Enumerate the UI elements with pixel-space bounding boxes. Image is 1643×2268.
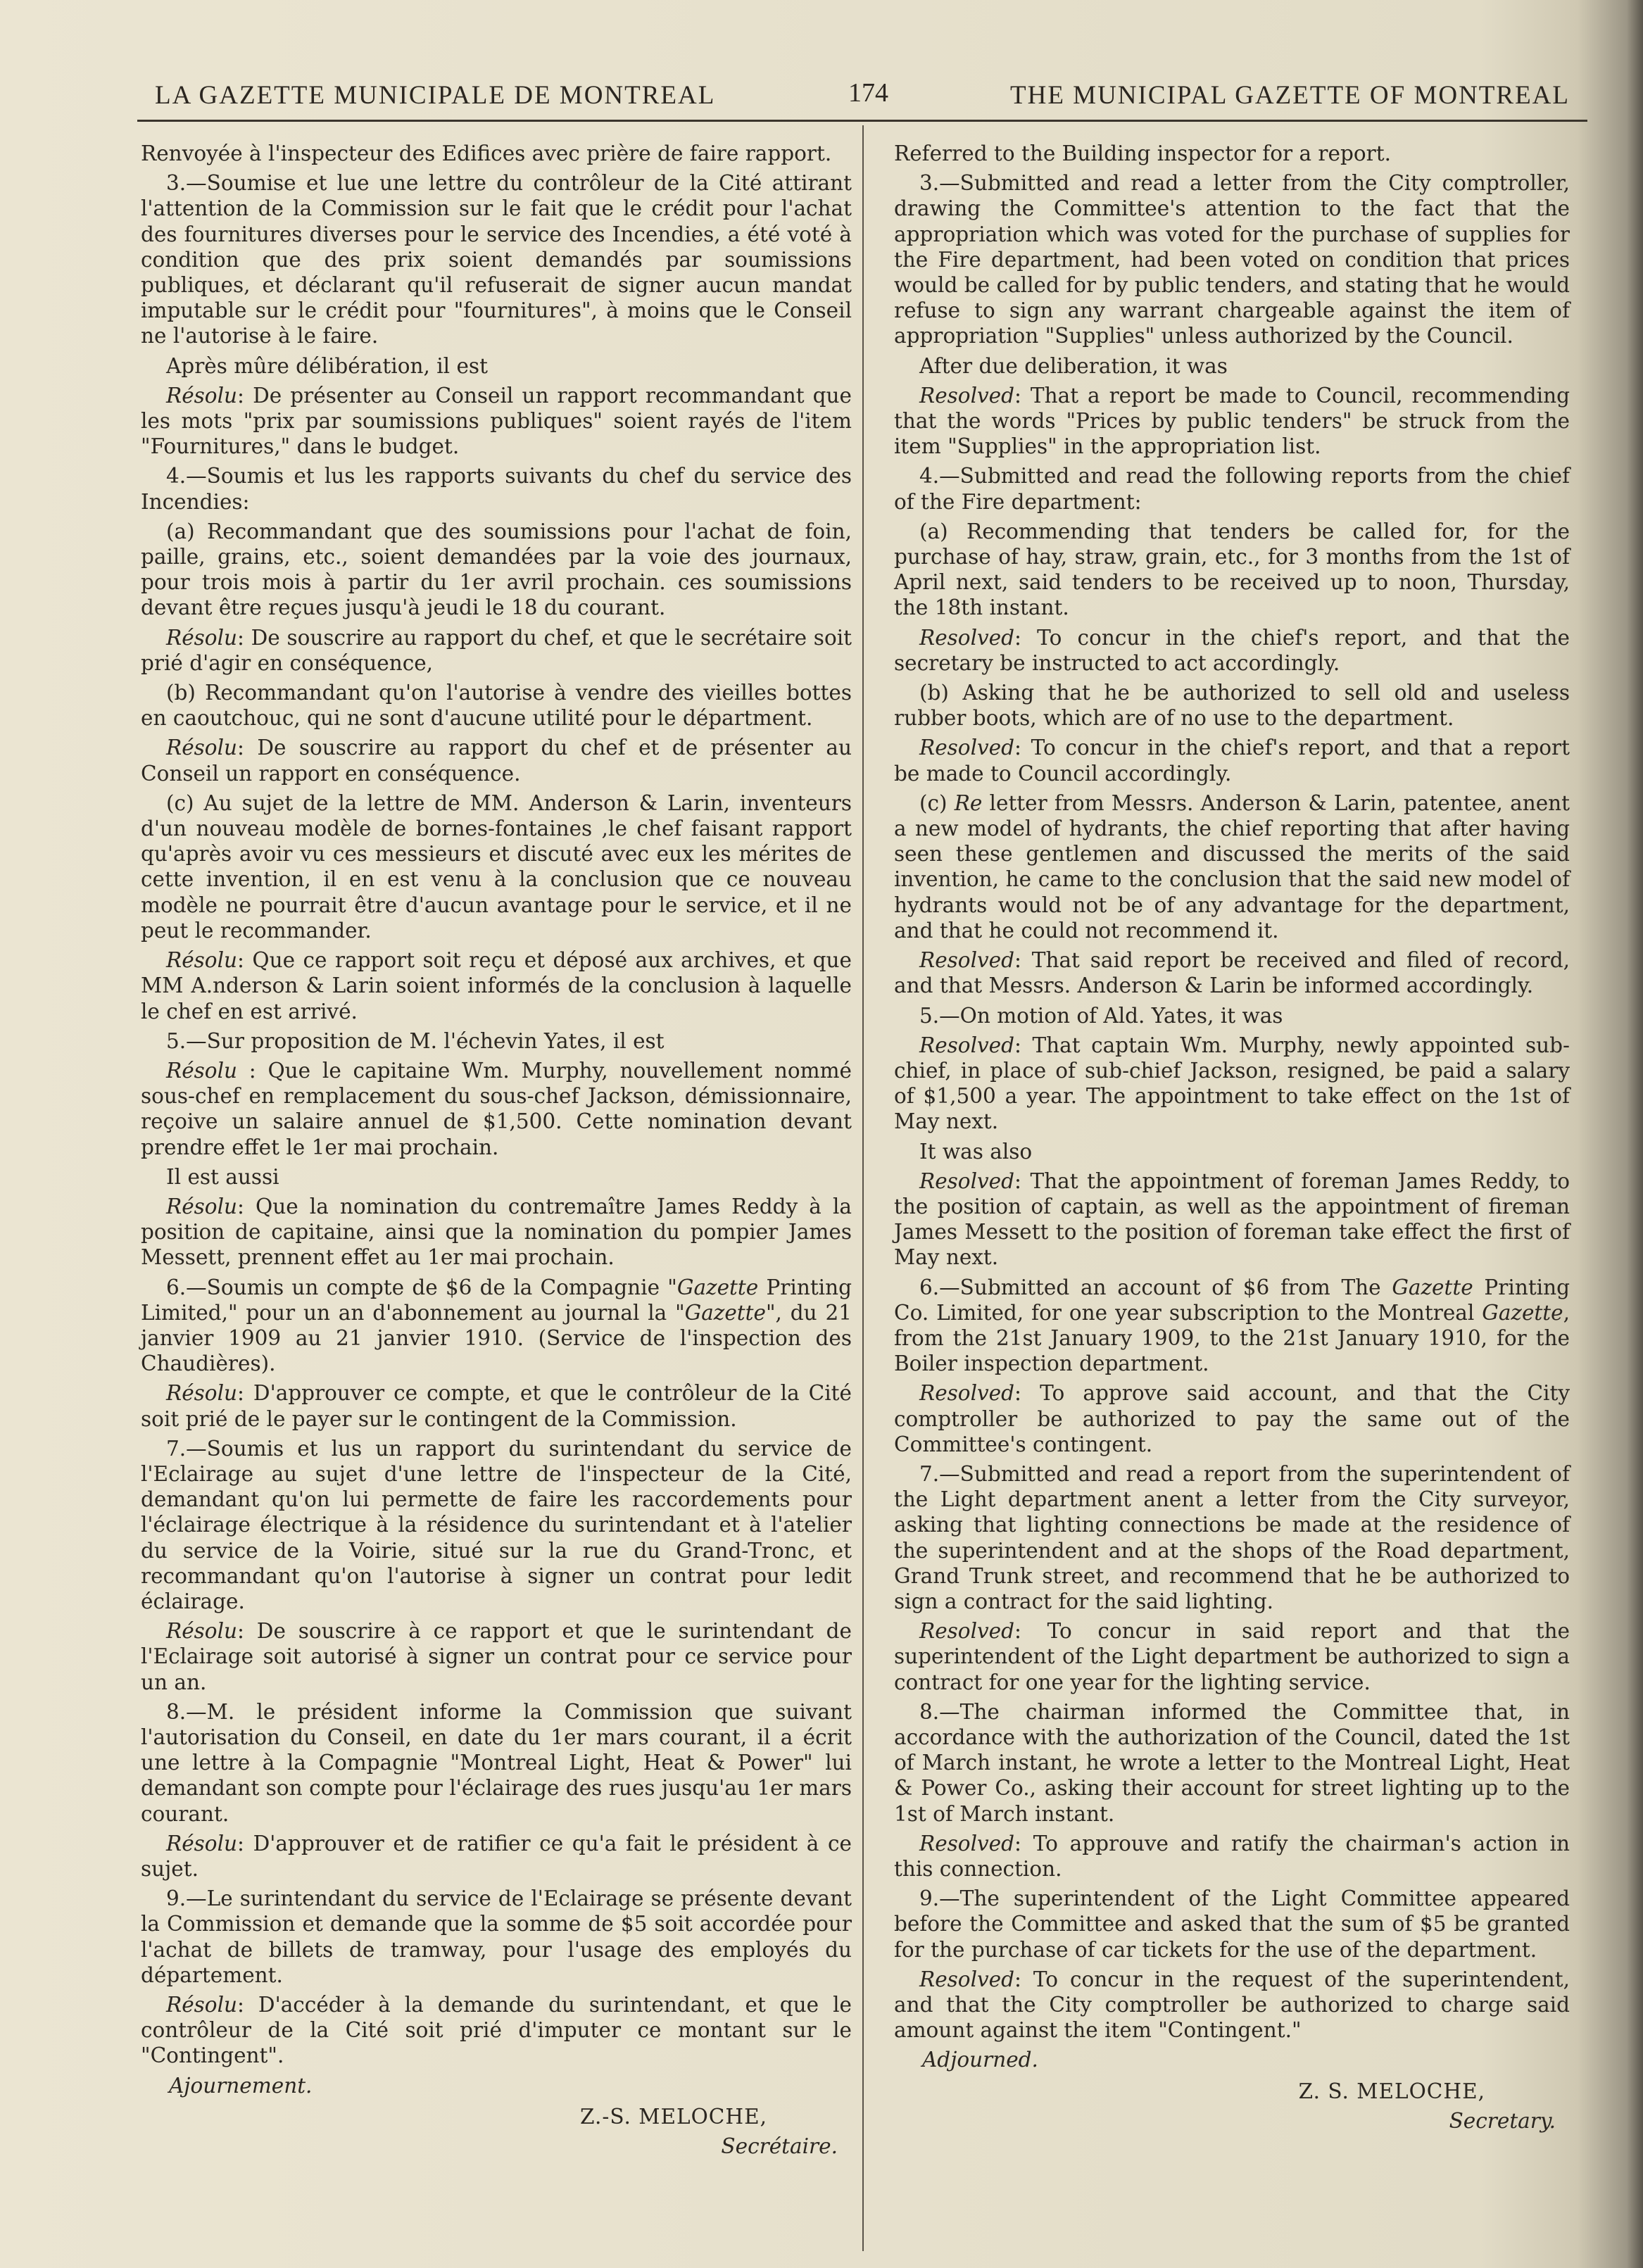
en-paragraph: Resolved: That said report be received and filed of record, and that Messrs. Anderson & Larin be informed accordingly. [894, 948, 1570, 998]
fr-paragraph: (b) Recommandant qu'on l'autorise à vendre des vieilles bottes en caoutchouc, qui ne sont d'aucune utilité pour le départment. [141, 681, 852, 731]
en-paragraph: After due deliberation, it was [919, 353, 1228, 378]
en-paragraph: Resolved: To concur in said report and that the superintendent of the Light department be authorized to sign a contract for one year for the lighting service. [894, 1619, 1570, 1694]
header-rule [137, 120, 1587, 122]
en-paragraph: 3.—Submitted and read a letter from the City comptroller, drawing the Committee's attention to the fact that the appropriation which was voted for the purchase of supplies for the Fire department, had been voted on condition that prices would be called for by public tenders, and stating that he would refuse to sign any warrant chargeable against the item of appropriation "Supplies" unless authorized by the Council. [894, 171, 1570, 348]
fr-paragraph: Résolu : Que le capitaine Wm. Murphy, nouvellement nommé sous-chef en remplacement du sous-chef Jackson, démissionnaire, reçoive un salaire annuel de $1,500. Cette nomination devant prendre effet le 1er mai prochain. [141, 1058, 852, 1159]
fr-signature-block [141, 2073, 852, 2160]
en-paragraph: Resolved: To approve said account, and that the City comptroller be authorized to pay the same out of the Committee's contingent. [894, 1381, 1570, 1456]
en-paragraph: Resolved: To concur in the chief's report, and that the secretary be instructed to act accordingly. [894, 625, 1570, 675]
fr-adjournment: Ajournement. [169, 2073, 313, 2098]
fr-paragraph: Résolu: Que la nomination du contremaître James Reddy à la position de capitaine, ainsi que la nomination du pompier James Messett, prennent effet au 1er mai prochain. [141, 1194, 852, 1270]
en-paragraph: Resolved: That captain Wm. Murphy, newly appointed sub-chief, in place of sub-chief Jackson, resigned, be paid a salary of $1,500 a year. The appointment to take effect on the 1st of May next. [894, 1033, 1570, 1134]
fr-paragraph: Résolu: D'approuver ce compte, et que le contrôleur de la Cité soit prié de le payer sur le contingent de la Commission. [141, 1381, 852, 1431]
en-paragraph: 6.—Submitted an account of $6 from The Gazette Printing Co. Limited, for one year subscription to the Montreal Gazette, from the 21st January 1909, to the 21st January 1910, for the Boiler inspection department. [894, 1275, 1570, 1376]
fr-signature-title: Secrétaire. [721, 2134, 838, 2159]
en-signature-title: Secretary. [1449, 2108, 1556, 2133]
fr-paragraph: Il est aussi [166, 1164, 279, 1189]
en-paragraph: Resolved: To concur in the chief's report, and that a report be made to Council accordingly. [894, 736, 1570, 786]
en-paragraph: Resolved: That the appointment of foreman James Reddy, to the position of captain, as well as the appointment of fireman James Messett to the position of foreman take effect the first of May next. [894, 1168, 1570, 1270]
en-paragraph: 9.—The superintendent of the Light Committee appeared before the Committee and asked that the sum of $5 be granted for the purchase of car tickets for the use of the department. [894, 1886, 1570, 1962]
fr-paragraph: 3.—Soumise et lue une lettre du contrôleur de la Cité attirant l'attention de la Commission sur le fait que le crédit pour l'achat des fournitures diverses pour le service des Incendies, a été voté à condition que des prix soient demandés par soumissions publiques, et déclarant qu'il refuserait de signer aucun mandat imputable sur le crédit pour "fournitures", à moins que le Conseil ne l'autorise à le faire. [141, 171, 852, 348]
fr-paragraph: 6.—Soumis un compte de $6 de la Compagnie "Gazette Printing Limited," pour un an d'abonnement au journal la "Gazette", du 21 janvier 1909 au 21 janvier 1910. (Service de l'inspection des Chaudières). [141, 1275, 852, 1376]
en-paragraph: Resolved: To concur in the request of the superintendent, and that the City comptroller be authorized to charge said amount against the item "Contingent." [894, 1967, 1570, 2043]
fr-paragraph: Résolu: De présenter au Conseil un rapport recommandant que les mots "prix par soumissions publiques" soient rayés de l'item "Fournitures," dans le budget. [141, 383, 852, 459]
en-paragraph: Resolved: To approuve and ratify the chairman's action in this connection. [894, 1831, 1570, 1881]
en-paragraph: 5.—On motion of Ald. Yates, it was [919, 1003, 1283, 1028]
en-signature-name: Z. S. MELOCHE, [1298, 2079, 1485, 2103]
column-divider [862, 125, 864, 2251]
fr-paragraph: Renvoyée à l'inspecteur des Edifices avec prière de faire rapport. [141, 141, 832, 165]
en-paragraph: (b) Asking that he be authorized to sell old and useless rubber boots, which are of no use to the department. [894, 681, 1570, 731]
en-paragraph: 8.—The chairman informed the Committee that, in accordance with the authorization of the Council, dated the 1st of March instant, he wrote a letter to the Montreal Light, Heat & Power Co., asking their account for street lighting up to the 1st of March instant. [894, 1699, 1570, 1826]
fr-paragraph: 7.—Soumis et lus un rapport du surintendant du service de l'Eclairage au sujet d'une lettre de l'inspecteur de la Cité, demandant qu'on lui permette de faire les raccordements pour l'éclairage électrique à la résidence du surintendant et à l'atelier du service de la Voirie, situé sur la rue du Grand-Tronc, et recommandant qu'on l'autorise à signer un contrat pour ledit éclairage. [141, 1436, 852, 1613]
fr-signature-name: Z.-S. MELOCHE, [580, 2104, 767, 2129]
french-column [141, 141, 852, 2159]
fr-paragraph: 8.—M. le président informe la Commission que suivant l'autorisation du Conseil, en date du 1er mars courant, il a écrit une lettre à la Compagnie "Montreal Light, Heat & Power" lui demandant son compte pour l'éclairage des rues jusqu'au 1er mars courant. [141, 1699, 852, 1826]
en-paragraph: 7.—Submitted and read a report from the superintendent of the Light department anent a letter from the City surveyor, asking that lighting connections be made at the residence of the superintendent and at the shops of the Road department, Grand Trunk street, and recommend that he be authorized to sign a contract for the said lighting. [894, 1461, 1570, 1613]
en-signature-block [894, 2047, 1570, 2134]
fr-paragraph: Après mûre délibération, il est [166, 353, 488, 378]
header-english-title: THE MUNICIPAL GAZETTE OF MONTREAL [1010, 81, 1570, 110]
fr-paragraph: Résolu: Que ce rapport soit reçu et déposé aux archives, et que MM A.nderson & Larin soient informés de la conclusion à laquelle le chef en est arrivé. [141, 948, 852, 1023]
fr-paragraph: Résolu: D'approuver et de ratifier ce qu'a fait le président à ce sujet. [141, 1831, 852, 1881]
fr-paragraph: Résolu: De souscrire au rapport du chef et de présenter au Conseil un rapport en conséquence. [141, 736, 852, 786]
header-french-title: LA GAZETTE MUNICIPALE DE MONTREAL [155, 81, 716, 110]
en-adjournment: Adjourned. [922, 2048, 1038, 2072]
page-header [155, 70, 1570, 120]
fr-paragraph: (a) Recommandant que des soumissions pour l'achat de foin, paille, grains, etc., soient demandées par la voie des journaux, pour trois mois à partir du 1er avril prochain. ces soumissions devant être reçues jusqu'à jeudi le 18 du courant. [141, 519, 852, 620]
en-paragraph: (c) Re letter from Messrs. Anderson & Larin, patentee, anent a new model of hydrants, the chief reporting that after having seen these gentlemen and discussed the merits of the said invention, he came to the conclusion that the said new model of hydrants would not be of any advantage for the department, and that he could not recommend it. [894, 790, 1570, 943]
fr-paragraph: (c) Au sujet de la lettre de MM. Anderson & Larin, inventeurs d'un nouveau modèle de bornes-fontaines ,le chef faisant rapport qu'après avoir vu ces messieurs et discuté avec eux les mérites de cette invention, il en est venu à la conclusion que ce nouveau modèle ne pourrait être d'aucun avantage pour le service, et il ne peut le recommander. [141, 790, 852, 943]
fr-paragraph: Résolu: De souscrire à ce rapport et que le surintendant de l'Eclairage soit autorisé à signer un contrat pour ce service pour un an. [141, 1619, 852, 1694]
en-paragraph: (a) Recommending that tenders be called for, for the purchase of hay, straw, grain, etc., for 3 months from the 1st of April next, said tenders to be received up to noon, Thursday, the 18th instant. [894, 519, 1570, 620]
page-number: 174 [848, 78, 888, 108]
fr-paragraph: Résolu: De souscrire au rapport du chef, et que le secrétaire soit prié d'agir en conséquence, [141, 625, 852, 675]
en-paragraph: Resolved: That a report be made to Council, recommending that the words "Prices by public tenders" be struck from the item "Supplies" in the appropriation list. [894, 383, 1570, 459]
en-paragraph: 4.—Submitted and read the following reports from the chief of the Fire department: [894, 464, 1570, 514]
fr-paragraph: 4.—Soumis et lus les rapports suivants du chef du service des Incendies: [141, 464, 852, 514]
fr-paragraph: 9.—Le surintendant du service de l'Eclairage se présente devant la Commission et demande que la somme de $5 soit accordée pour l'achat de billets de tramway, pour l'usage des employés du département. [141, 1886, 852, 1987]
en-paragraph: Referred to the Building inspector for a report. [894, 141, 1391, 165]
en-paragraph: It was also [919, 1139, 1033, 1164]
fr-paragraph: 5.—Sur proposition de M. l'échevin Yates, il est [166, 1028, 665, 1053]
english-column [894, 141, 1570, 2134]
fr-paragraph: Résolu: D'accéder à la demande du surintendant, et que le contrôleur de la Cité soit prié d'imputer ce montant sur le "Contingent". [141, 1993, 852, 2068]
